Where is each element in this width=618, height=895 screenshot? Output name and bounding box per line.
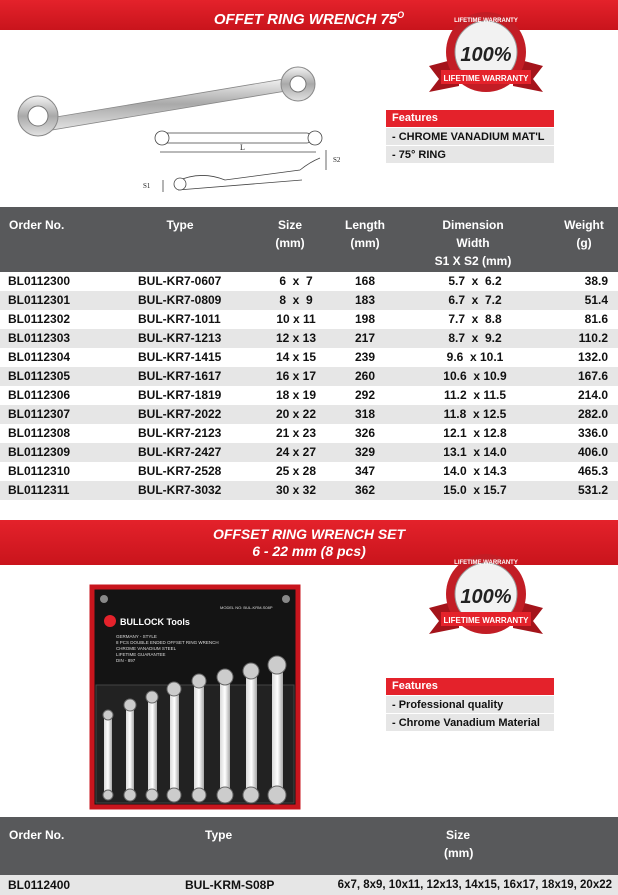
set-cell-size: 6x7, 8x9, 10x11, 12x13, 14x15, 16x17, 18x19, 20x22 <box>337 879 612 891</box>
cell-dimension: 14.0 x 14.3 <box>443 464 507 478</box>
cell-type: BUL-KR7-2528 <box>138 464 222 478</box>
cell-type: BUL-KR7-1213 <box>138 331 222 345</box>
cell-weight: 110.2 <box>578 331 608 345</box>
header-dimension-width: Width <box>456 236 490 250</box>
cell-order-no: BL0112300 <box>8 274 71 288</box>
table-body <box>0 272 618 500</box>
cell-length: 362 <box>354 483 376 497</box>
cell-dimension: 10.6 x 10.9 <box>443 369 507 383</box>
warranty-percent-text: 100% <box>460 586 512 608</box>
cell-size: 21 x 23 <box>275 426 317 440</box>
cell-size: 6 x 7 <box>279 274 313 288</box>
pouch-model: MODEL NO: BUL-KRM-S08P <box>220 605 273 610</box>
cell-type: BUL-KR7-1011 <box>138 312 221 326</box>
cell-weight: 282.0 <box>577 407 608 421</box>
set-header-size: Size <box>446 828 471 842</box>
cell-weight: 51.4 <box>584 293 608 307</box>
cell-weight: 38.9 <box>584 274 608 288</box>
header-weight-unit: (g) <box>576 236 592 250</box>
cell-type: BUL-KR7-2022 <box>138 407 222 421</box>
cell-weight: 214.0 <box>577 388 608 402</box>
header-dimension-s1s2: S1 X S2 (mm) <box>434 254 512 268</box>
set-spec-table <box>0 817 618 895</box>
set-cell-type: BUL-KRM-S08P <box>185 878 275 892</box>
dim-label-length: L <box>240 143 245 152</box>
cell-length: 326 <box>354 426 376 440</box>
cell-size: 18 x 19 <box>275 388 317 402</box>
cell-length: 239 <box>354 350 376 364</box>
table-row <box>0 291 618 310</box>
cell-order-no: BL0112303 <box>8 331 71 345</box>
cell-dimension: 11.2 x 11.5 <box>443 388 507 402</box>
spec-table <box>0 207 618 500</box>
cell-size: 24 x 27 <box>275 445 317 459</box>
set-table-header <box>0 817 618 875</box>
pouch-line: 8 PCS DOUBLE ENDED OFFSET RING WRENCH <box>116 640 219 645</box>
feature-item: - CHROME VANADIUM MAT'L <box>386 127 554 145</box>
cell-size: 14 x 15 <box>275 350 317 364</box>
dim-label-s1: S1 <box>143 182 151 190</box>
feature-item: - Professional quality <box>386 695 554 713</box>
pouch-line: GERMANY - STYLE <box>116 634 157 639</box>
cell-type: BUL-KR7-2427 <box>138 445 222 459</box>
set-subtitle: 6 - 22 mm (8 pcs) <box>252 543 366 559</box>
lifetime-warranty-seal <box>419 550 553 646</box>
table-row <box>0 386 618 405</box>
cell-order-no: BL0112305 <box>8 369 71 383</box>
cell-length: 260 <box>354 369 376 383</box>
cell-size: 20 x 22 <box>275 407 317 421</box>
features-title: Features <box>386 678 554 695</box>
cell-size: 8 x 9 <box>279 293 313 307</box>
wrench-technical-drawing <box>155 131 326 192</box>
table-row <box>0 405 618 424</box>
cell-length: 183 <box>354 293 376 307</box>
set-table-row <box>0 875 618 895</box>
cell-weight: 132.0 <box>577 350 608 364</box>
cell-order-no: BL0112301 <box>8 293 71 307</box>
table-row <box>0 310 618 329</box>
table-row <box>0 367 618 386</box>
cell-dimension: 13.1 x 14.0 <box>443 445 507 459</box>
header-dimension: Dimension <box>442 218 504 232</box>
warranty-top-text: LIFETIME WARRANTY <box>454 18 518 24</box>
cell-length: 292 <box>354 388 376 402</box>
cell-type: BUL-KR7-0607 <box>138 274 222 288</box>
cell-length: 198 <box>354 312 376 326</box>
wrench-photo <box>18 67 315 136</box>
cell-length: 347 <box>354 464 376 478</box>
cell-order-no: BL0112310 <box>8 464 71 478</box>
table-row <box>0 462 618 481</box>
cell-weight: 167.6 <box>577 369 608 383</box>
header-order-no: Order No. <box>9 218 65 232</box>
cell-weight: 465.3 <box>577 464 608 478</box>
pouch-line: LIFETIME GUARANTEE <box>116 652 166 657</box>
cell-length: 168 <box>354 274 376 288</box>
cell-type: BUL-KR7-2123 <box>138 426 222 440</box>
cell-order-no: BL0112311 <box>8 483 70 497</box>
cell-order-no: BL0112304 <box>8 350 71 364</box>
set-header-type: Type <box>205 828 233 842</box>
dim-label-s2: S2 <box>333 156 341 164</box>
header-length: Length <box>345 218 385 232</box>
cell-type: BUL-KR7-1415 <box>138 350 222 364</box>
section-title-text: OFFET RING WRENCH 75 <box>213 11 398 28</box>
cell-order-no: BL0112302 <box>8 312 71 326</box>
cell-length: 318 <box>354 407 376 421</box>
cell-type: BUL-KR7-1819 <box>138 388 222 402</box>
table-row <box>0 481 618 500</box>
header-size: Size <box>277 218 302 232</box>
cell-dimension: 15.0 x 15.7 <box>443 483 507 497</box>
table-row <box>0 348 618 367</box>
cell-dimension: 6.7 x 7.2 <box>448 293 502 307</box>
table-row <box>0 443 618 462</box>
cell-type: BUL-KR7-1617 <box>138 369 222 383</box>
cell-size: 10 x 11 <box>276 312 316 326</box>
cell-weight: 336.0 <box>577 426 608 440</box>
table-row <box>0 329 618 348</box>
cell-size: 25 x 28 <box>275 464 317 478</box>
cell-dimension: 7.7 x 8.8 <box>448 312 502 326</box>
lifetime-warranty-seal <box>419 8 553 104</box>
cell-type: BUL-KR7-0809 <box>138 293 222 307</box>
feature-item: - Chrome Vanadium Material <box>386 713 554 731</box>
cell-dimension: 5.7 x 6.2 <box>448 274 502 288</box>
features-title: Features <box>386 110 554 127</box>
cell-length: 217 <box>354 331 376 345</box>
set-header-order-no: Order No. <box>9 828 65 842</box>
warranty-ribbon-text: LIFETIME WARRANTY <box>443 616 529 625</box>
degree-mark: O <box>397 10 405 20</box>
cell-order-no: BL0112306 <box>8 388 71 402</box>
cell-order-no: BL0112308 <box>8 426 71 440</box>
cell-weight: 531.2 <box>577 483 608 497</box>
cell-dimension: 8.7 x 9.2 <box>448 331 502 345</box>
warranty-ribbon-text: LIFETIME WARRANTY <box>443 74 529 83</box>
set-cell-order: BL0112400 <box>8 878 71 892</box>
pouch-line: CHROME VANADIUM STEEL <box>116 646 177 651</box>
pouch-brand: BULLOCK Tools <box>120 617 190 627</box>
set-header-size-unit: (mm) <box>444 846 474 860</box>
cell-size: 30 x 32 <box>275 483 317 497</box>
table-header <box>0 207 618 272</box>
warranty-percent-text: 100% <box>460 44 512 66</box>
brand-logo-icon <box>104 615 116 627</box>
features-box <box>386 678 554 731</box>
feature-item: - 75° RING <box>386 145 554 163</box>
set-title: OFFSET RING WRENCH SET <box>212 526 406 542</box>
cell-dimension: 9.6 x 10.1 <box>446 350 504 364</box>
warranty-top-text: LIFETIME WARRANTY <box>454 560 518 566</box>
table-row <box>0 272 618 291</box>
cell-weight: 81.6 <box>584 312 608 326</box>
features-box <box>386 110 554 163</box>
header-type: Type <box>166 218 194 232</box>
cell-size: 12 x 13 <box>275 331 317 345</box>
table-row <box>0 424 618 443</box>
pouch-line: DIN - 897 <box>116 658 136 663</box>
cell-type: BUL-KR7-3032 <box>138 483 222 497</box>
cell-order-no: BL0112309 <box>8 445 71 459</box>
cell-dimension: 12.1 x 12.8 <box>443 426 507 440</box>
cell-dimension: 11.8 x 12.5 <box>443 407 507 421</box>
cell-weight: 406.0 <box>577 445 608 459</box>
cell-size: 16 x 17 <box>275 369 317 383</box>
cell-length: 329 <box>354 445 376 459</box>
header-size-unit: (mm) <box>275 236 305 250</box>
cell-order-no: BL0112307 <box>8 407 71 421</box>
header-weight: Weight <box>564 218 604 232</box>
header-length-unit: (mm) <box>350 236 380 250</box>
